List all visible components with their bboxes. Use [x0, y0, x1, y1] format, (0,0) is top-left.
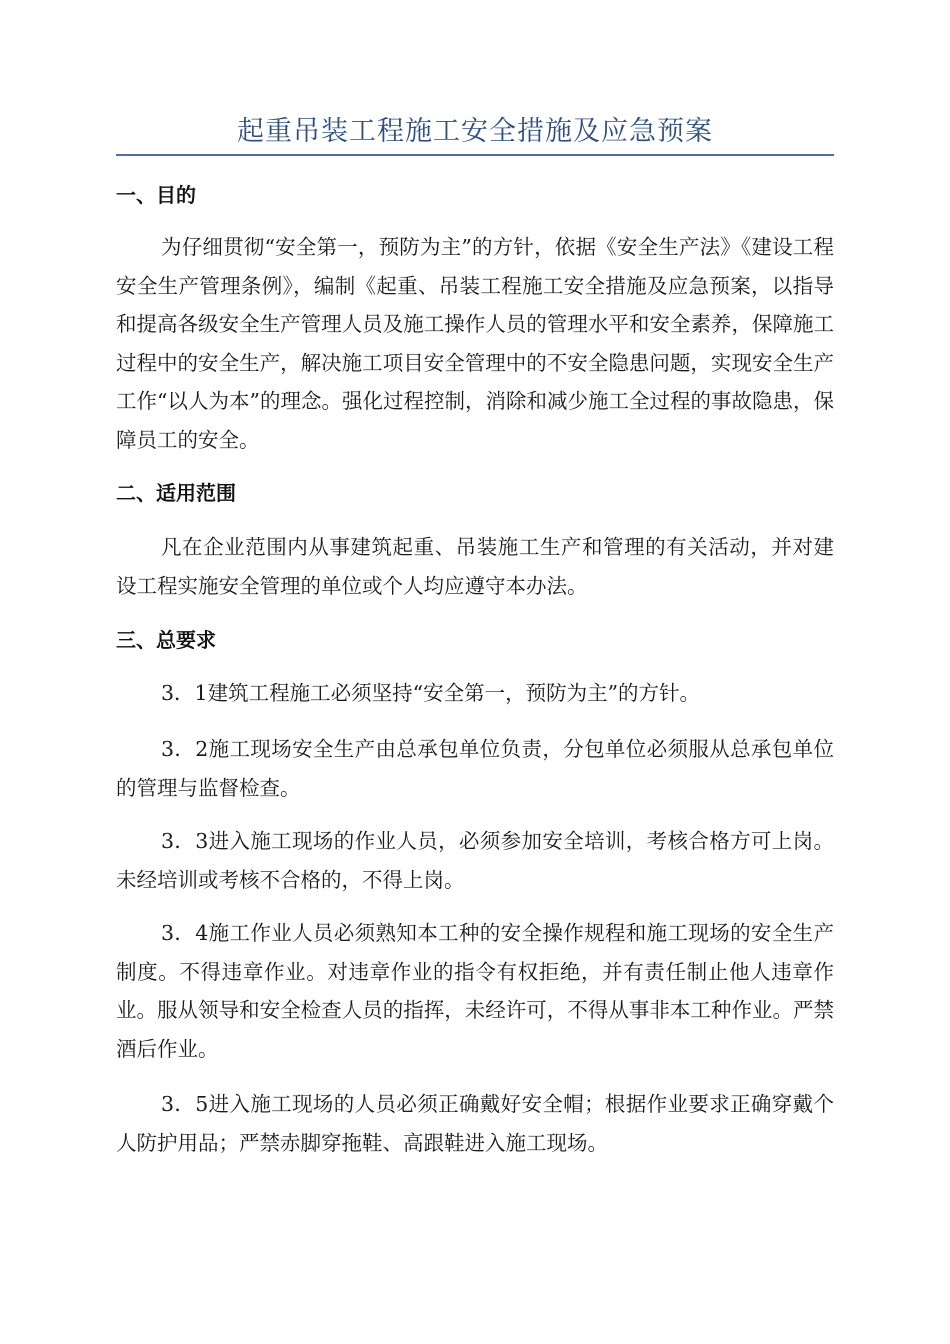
section-heading-scope: 二、适用范围	[116, 481, 236, 505]
section-heading-purpose: 一、目的	[116, 183, 196, 207]
paragraph-req-3-5: 3．5进入施工现场的人员必须正确戴好安全帽；根据作业要求正确穿戴个人防护用品；严禁赤脚穿拖鞋、高跟鞋进入施工现场。	[116, 1092, 834, 1155]
paragraph-req-3-4: 3．4施工作业人员必须熟知本工种的安全操作规程和施工现场的安全生产制度。不得违章作业。对违章作业的指令有权拒绝，并有责任制止他人违章作业。服从领导和安全检查人员的指挥，未经许可，不得从事非本工种作业。严禁酒后作业。	[116, 921, 834, 1061]
paragraph-scope: 凡在企业范围内从事建筑起重、吊装施工生产和管理的有关活动，并对建设工程实施安全管理的单位或个人均应遵守本办法。	[116, 535, 834, 598]
title-underline	[116, 154, 834, 156]
paragraph-purpose: 为仔细贯彻“安全第一，预防为主”的方针，依据《安全生产法》《建设工程安全生产管理条例》，编制《起重、吊装工程施工安全措施及应急预案，以指导和提高各级安全生产管理人员及施工操作人员的管理水平和安全素养，保障施工过程中的安全生产，解决施工项目安全管理中的不安全隐患问题，实现安全生产工作“以人为本”的理念。强化过程控制，消除和减少施工全过程的事故隐患，保障员工的安全。	[116, 235, 834, 452]
paragraph-req-3-3: 3．3进入施工现场的作业人员，必须参加安全培训，考核合格方可上岗。未经培训或考核不合格的，不得上岗。	[116, 829, 834, 892]
paragraph-req-3-1: 3．1建筑工程施工必须坚持“安全第一，预防为主”的方针。	[161, 681, 701, 705]
document-title: 起重吊装工程施工安全措施及应急预案	[237, 116, 713, 147]
section-heading-requirements: 三、总要求	[116, 628, 216, 652]
paragraph-req-3-2: 3．2施工现场安全生产由总承包单位负责，分包单位必须服从总承包单位的管理与监督检查。	[116, 737, 834, 800]
